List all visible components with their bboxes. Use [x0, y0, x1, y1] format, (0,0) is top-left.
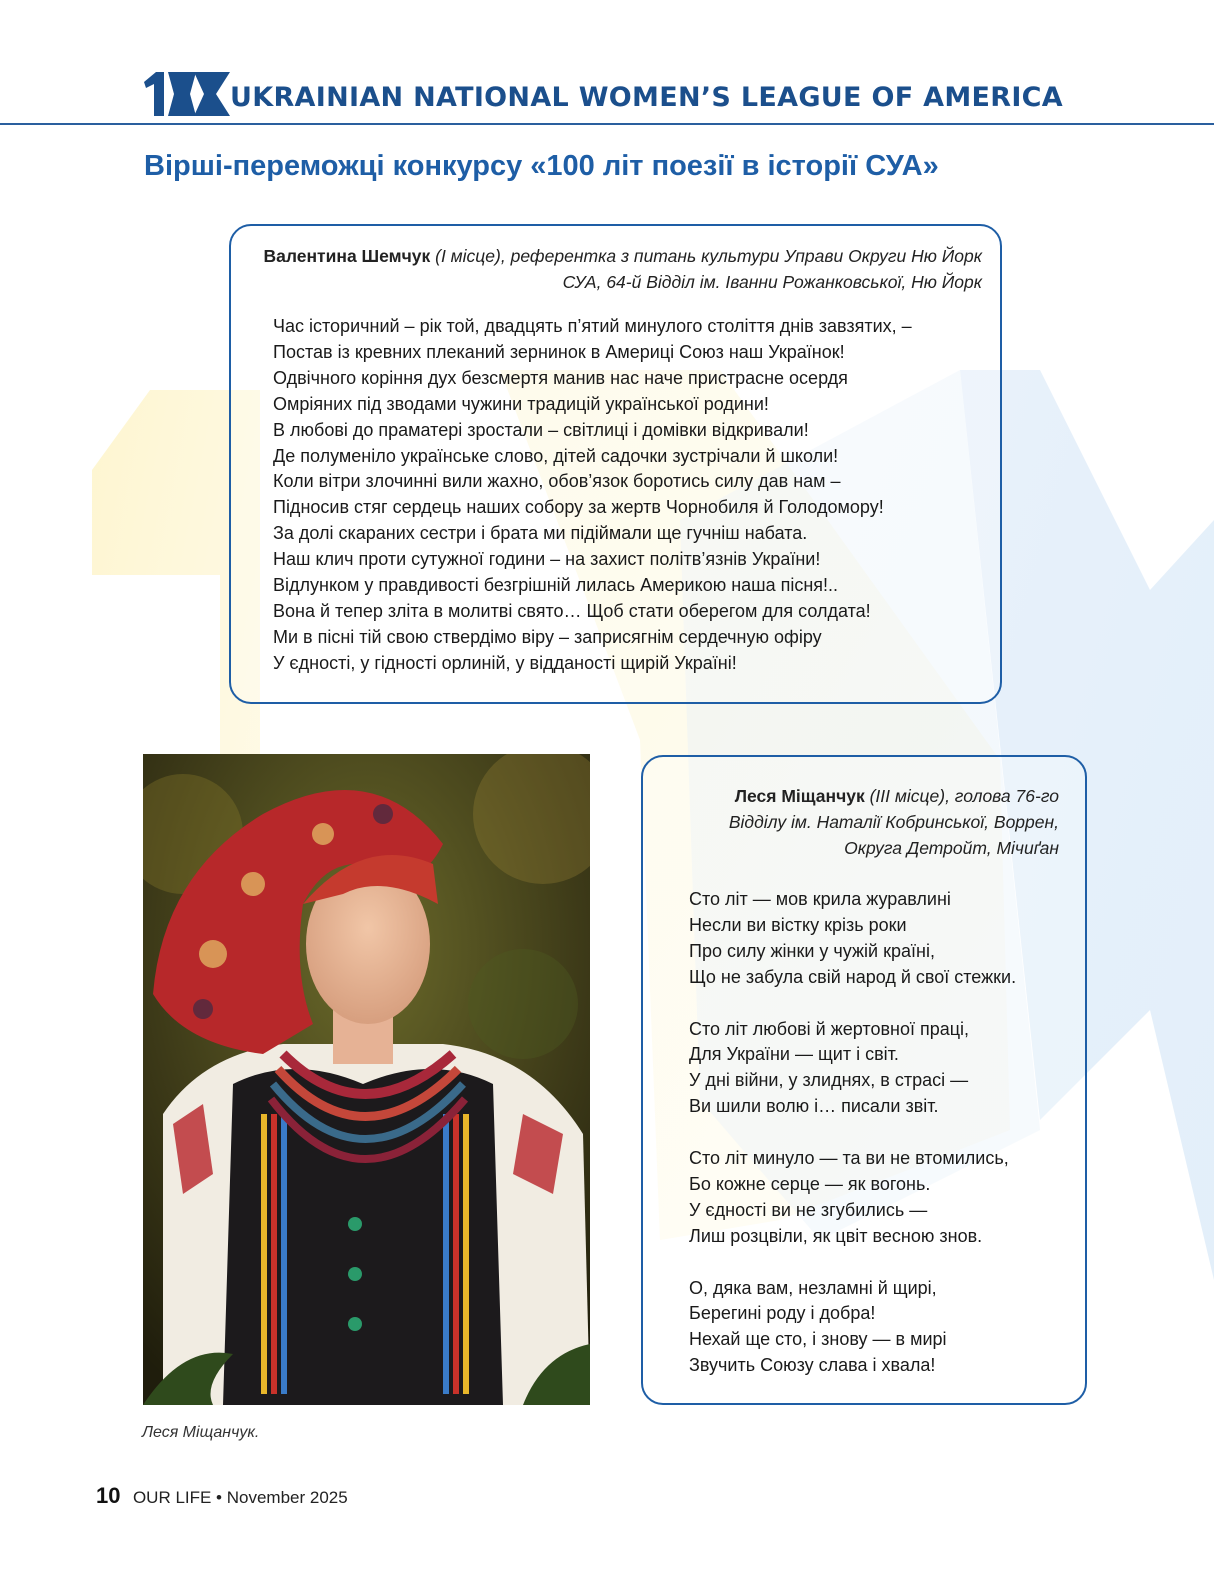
- poem1-line: Час історичний – рік той, двадцять п’ятий минулого століття днів завзятих, –: [273, 316, 912, 336]
- poem2-line: Нехай ще сто, і знову — в мирі: [689, 1329, 947, 1350]
- poem1-line: Де полуменіло українське слово, дітей садочки зустрічали й школи!: [273, 445, 839, 466]
- poem2-line: Ви шили волю і… писали звіт.: [689, 1096, 939, 1117]
- poem2-line: Несли ви вістку крізь роки: [689, 914, 907, 935]
- poem1-line: Постав із кревних плеканий зернинок в Америці Союз наш Українок!: [273, 341, 845, 362]
- photo-caption: Леся Міщанчук.: [142, 1424, 260, 1441]
- poem2-stanza: [689, 1276, 1016, 1380]
- poem2-stanza: [689, 1017, 1016, 1121]
- poem1-line: За долі скараних сестри і брата ми підіймали ще гучніш набата.: [273, 523, 808, 544]
- poem2-line: У дні війни, у злиднях, в страсі —: [689, 1070, 969, 1091]
- header-divider: [0, 123, 1214, 125]
- page-title: Вірші-переможці конкурсу «100 літ поезії в історії СУА»: [144, 150, 939, 182]
- poem-box-third-place: [641, 755, 1087, 1405]
- poem2-line: Що не забула свій народ й свої стежки.: [689, 966, 1017, 987]
- poem2-line: Берегині роду і добра!: [689, 1303, 876, 1324]
- page-number: 10: [96, 1483, 121, 1508]
- poem1-line: Коли вітри злочинні вили жахно, обов’язок боротись силу дав нам –: [273, 471, 841, 492]
- poem2-line: Лиш розцвіли, як цвіт весною знов.: [689, 1225, 983, 1246]
- organization-name: UKRAINIAN NATIONAL WOMEN’S LEAGUE OF AMERICA: [230, 82, 1063, 113]
- portrait-illustration: [143, 754, 590, 1405]
- poem1-author-details: (I місце), референтка з питань культури Управи Округи Ню Йорк СУА, 64-й Відділ ім. Іванни Рожанковської, Ню Йорк: [430, 246, 982, 292]
- page-header: [0, 60, 1224, 128]
- poem2-author-line1: (III місце), голова 76-го: [864, 786, 1059, 806]
- portrait-photo: [143, 754, 590, 1405]
- poem-box-first-place: [229, 224, 1002, 704]
- poem2-line: Сто літ любові й жертовної праці,: [689, 1018, 970, 1039]
- poem2-line: Бо кожне серце — як вогонь.: [689, 1173, 931, 1194]
- poem2-line: Сто літ — мов крила журавлині: [689, 889, 951, 909]
- poem1-author: [262, 243, 982, 295]
- page-footer: [96, 1483, 348, 1509]
- poem2-author: [659, 783, 1059, 861]
- poem1-line: Відлунком у правдивості безгрішній лилась Америкою наша пісня!..: [273, 575, 839, 596]
- poem1-line: Омріяних під зводами чужини традицій української родини!: [273, 393, 769, 414]
- poem1-author-name: Валентина Шемчук: [263, 246, 431, 266]
- poem1-verse: [273, 314, 912, 677]
- poem1-line: Наш клич проти сутужної години – на захист політв’язнів України!: [273, 549, 821, 570]
- poem1-line: Ми в пісні тій свою ствердімо віру – заприсягнім сердечную офіру: [273, 626, 822, 647]
- poem1-line: Вона й тепер зліта в молитві свято… Щоб стати оберегом для солдата!: [273, 600, 871, 621]
- poem1-line: В любові до праматері зростали – світлиці і домівки відкривали!: [273, 419, 809, 440]
- poem2-stanza: [689, 887, 1016, 991]
- poem2-author-line3: Округа Детройт, Мічиґан: [844, 838, 1059, 858]
- poem2-line: У єдності ви не згубились —: [689, 1199, 928, 1220]
- unwla-logo: [142, 70, 230, 118]
- publication-info: OUR LIFE • November 2025: [132, 1488, 348, 1507]
- poem2-verse: [689, 887, 1016, 1379]
- poem2-author-name: Леся Міщанчук: [734, 786, 865, 806]
- poem2-line: Про силу жінки у чужій країні,: [689, 940, 935, 961]
- poem1-line: Одвічного коріння дух безсмертя манив нас наче пристрасне осердя: [273, 367, 848, 388]
- poem1-line: Підносив стяг сердець наших собору за жертв Чорнобиля й Голодомору!: [273, 497, 884, 518]
- poem2-line: Для України — щит і світ.: [689, 1044, 899, 1065]
- poem2-stanza: [689, 1146, 1016, 1250]
- poem2-author-line2: Відділу ім. Наталії Кобринської, Воррен,: [728, 812, 1059, 832]
- poem1-line: У єдності, у гідності орлиній, у відданості щирій Україні!: [273, 652, 737, 673]
- poem2-line: Сто літ минуло — та ви не втомились,: [689, 1148, 1009, 1169]
- poem2-line: Звучить Союзу слава і хвала!: [689, 1355, 936, 1376]
- poem2-line: О, дяка вам, незламні й щирі,: [689, 1277, 937, 1298]
